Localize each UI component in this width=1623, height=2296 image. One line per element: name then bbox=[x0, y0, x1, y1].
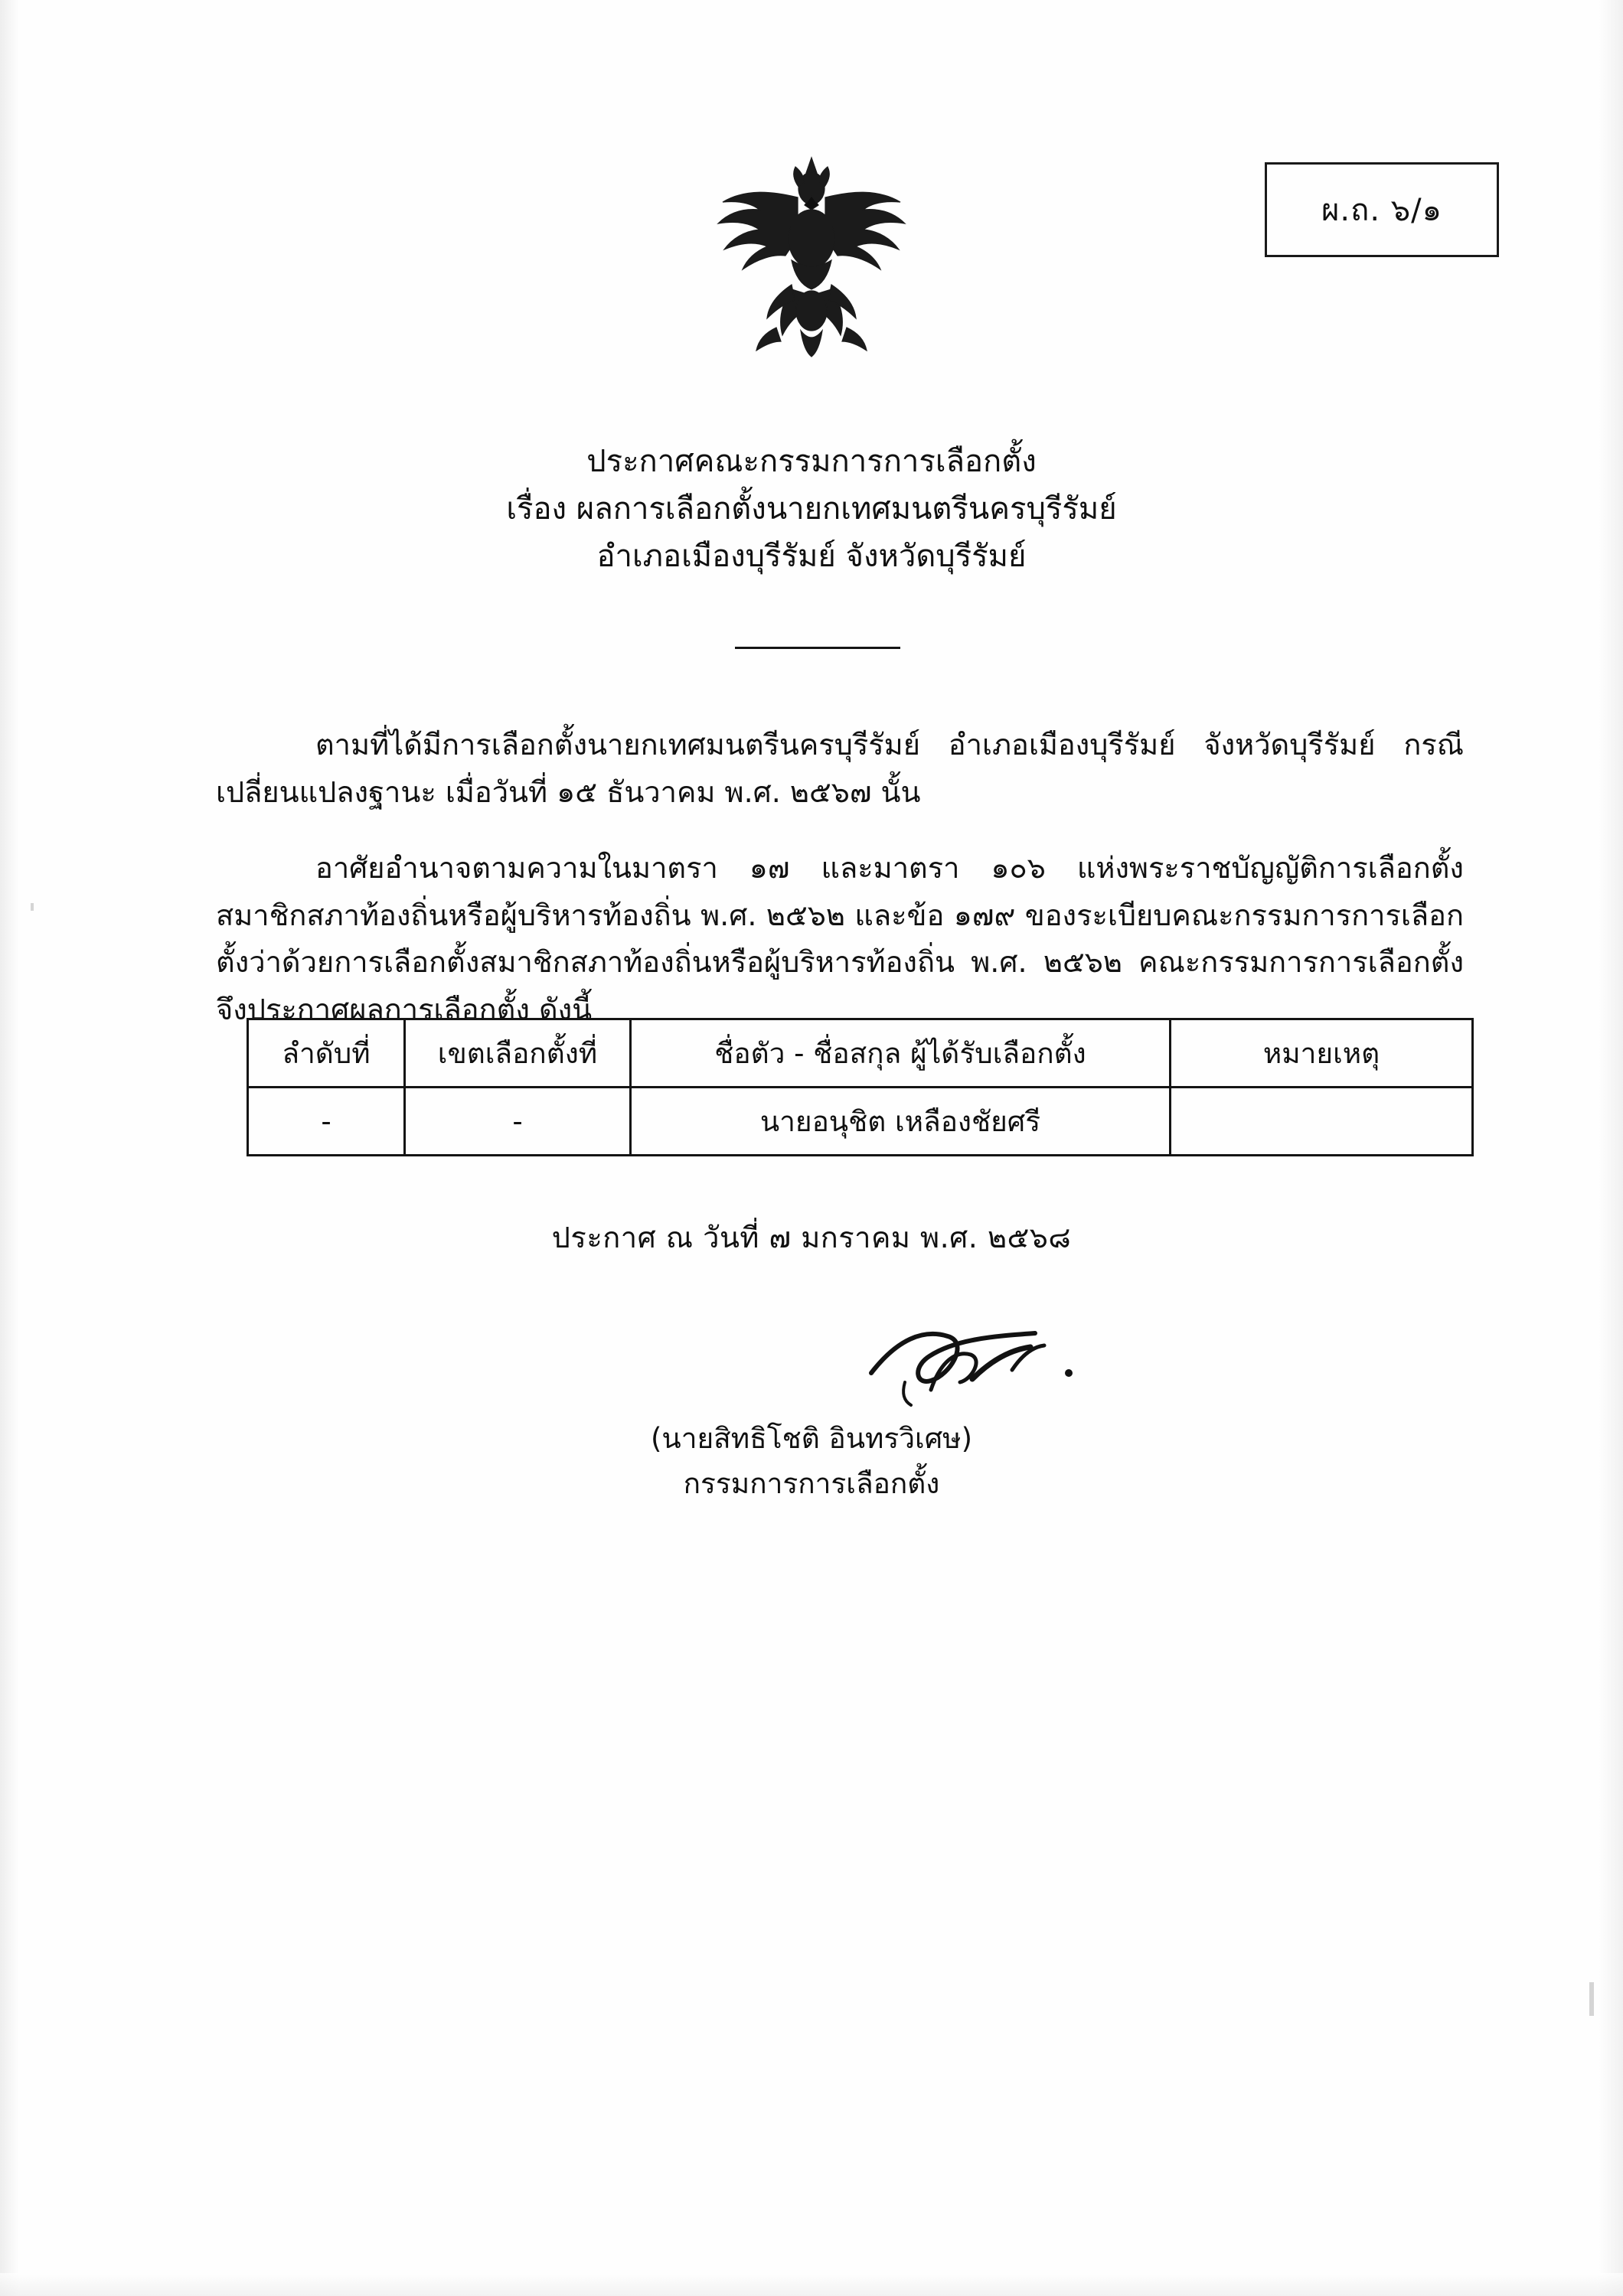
table-header-zone: เขตเลือกตั้งที่ bbox=[405, 1019, 631, 1088]
scan-speck bbox=[31, 903, 34, 911]
document-body bbox=[216, 693, 1464, 1059]
table-header-name: ชื่อตัว - ชื่อสกุล ผู้ได้รับเลือกตั้ง bbox=[631, 1019, 1171, 1088]
table-header-order: ลำดับที่ bbox=[248, 1019, 405, 1088]
paragraph-2 bbox=[216, 845, 1464, 1033]
document-heading bbox=[0, 438, 1623, 580]
heading-line-1: ประกาศคณะกรรมการการเลือกตั้ง bbox=[586, 444, 1037, 479]
paragraph-2-text: อาศัยอำนาจตามความในมาตรา ๑๗ และมาตรา ๑๐๖ แห่งพระราชบัญญัติการเลือกตั้งสมาชิกสภาท้องถิ่นหรือผู้บริหารท้องถิ่น พ.ศ. ๒๕๖๒ และข้อ ๑๗๙ ของระเบียบคณะกรรมการการเลือกตั้งว่าด้วยการเลือกตั้งสมาชิกสภาท้องถิ่นหรือผู้บริหารท้องถิ่น พ.ศ. ๒๕๖๒ คณะกรรมการการเลือกตั้งจึงประกาศผลการเลือกตั้ง ดังนี้ bbox=[216, 851, 1464, 1026]
scan-speck bbox=[1589, 1982, 1594, 2016]
form-code-text: ผ.ถ. ๖/๑ bbox=[1321, 193, 1443, 228]
heading-line-2: เรื่อง ผลการเลือกตั้งนายกเทศมนตรีนครบุรีรัมย์ bbox=[506, 491, 1117, 527]
paragraph-1-text: ตามที่ได้มีการเลือกตั้งนายกเทศมนตรีนครบุรีรัมย์ อำเภอเมืองบุรีรัมย์ จังหวัดบุรีรัมย์ กรณีเปลี่ยนแปลงฐานะ เมื่อวันที่ ๑๕ ธันวาคม พ.ศ. ๒๕๖๗ นั้น bbox=[216, 728, 1464, 809]
table-header-row bbox=[248, 1019, 1473, 1088]
heading-line-3: อำเภอเมืองบุรีรัมย์ จังหวัดบุรีรัมย์ bbox=[596, 539, 1027, 574]
heading-divider bbox=[735, 647, 900, 649]
signature-block bbox=[0, 1416, 1623, 1506]
scan-edge-left bbox=[0, 0, 20, 2296]
cell-remark bbox=[1171, 1088, 1473, 1156]
paragraph-1 bbox=[216, 722, 1464, 816]
election-result-table bbox=[247, 1018, 1474, 1156]
announced-date: ประกาศ ณ วันที่ ๗ มกราคม พ.ศ. ๒๕๖๘ bbox=[551, 1221, 1072, 1254]
cell-zone: - bbox=[405, 1088, 631, 1156]
table-row bbox=[248, 1088, 1473, 1156]
cell-name: นายอนุชิต เหลืองชัยศรี bbox=[631, 1088, 1171, 1156]
scan-edge-bottom bbox=[0, 2273, 1623, 2296]
form-code-box bbox=[1265, 162, 1499, 257]
signature-mark bbox=[857, 1316, 1133, 1416]
signer-position: กรรมการการเลือกตั้ง bbox=[683, 1467, 940, 1501]
garuda-emblem bbox=[712, 153, 911, 383]
table-header-remark: หมายเหตุ bbox=[1171, 1019, 1473, 1088]
scan-edge-right bbox=[1597, 0, 1623, 2296]
cell-order: - bbox=[248, 1088, 405, 1156]
signer-name: (นายสิทธิโชติ อินทรวิเศษ) bbox=[650, 1422, 973, 1455]
